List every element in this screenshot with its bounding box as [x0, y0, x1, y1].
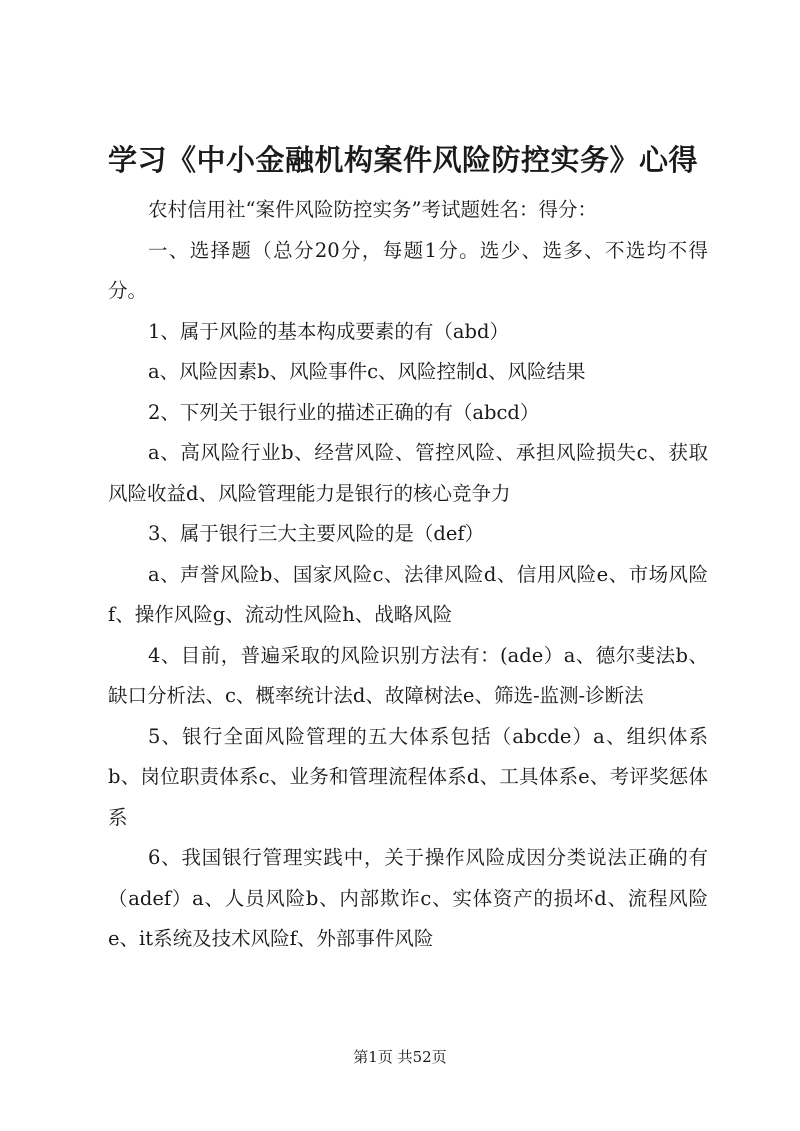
paragraph-question-6: 6、我国银行管理实践中，关于操作风险成因分类说法正确的有（adef）a、人员风险b、内部欺诈c、实体资产的损坏d、流程风险e、it系统及技术风险f、外部事件风险	[108, 846, 708, 950]
paragraph-question-4: 4、目前，普遍采取的风险识别方法有：(ade）a、德尔斐法b、缺口分析法、c、概率统计法d、故障树法e、筛选-监测-诊断法	[108, 643, 708, 707]
document-body	[108, 190, 708, 960]
paragraph-question-5: 5、银行全面风险管理的五大体系包括（abcde）a、组织体系b、岗位职责体系c、业务和管理流程体系d、工具体系e、考评奖惩体系	[108, 724, 708, 829]
paragraph-section-instructions: 一、选择题（总分20分，每题1分。选少、选多、不选均不得分。	[108, 238, 708, 302]
document-title: 学习《中小金融机构案件风险防控实务》心得	[108, 143, 699, 177]
paragraph-question-2-options: a、高风险行业b、经营风险、管控风险、承担风险损失c、获取风险收益d、风险管理能力是银行的核心竞争力	[108, 441, 708, 505]
paragraph-question-3: 3、属于银行三大主要风险的是（def）	[148, 522, 485, 545]
page-footer: 第1页 共52页	[353, 1048, 447, 1066]
paragraph-question-1: 1、属于风险的基本构成要素的有（abd）	[148, 319, 509, 343]
paragraph-question-3-options: a、声誉风险b、国家风险c、法律风险d、信用风险e、市场风险f、操作风险g、流动性风险h、战略风险	[108, 562, 708, 626]
paragraph-question-1-options: a、风险因素b、风险事件c、风险控制d、风险结果	[148, 360, 586, 383]
paragraph-question-2: 2、下列关于银行业的描述正确的有（abcd）	[148, 400, 540, 424]
paragraph-exam-header: 农村信用社“案件风险防控实务”考试题姓名：得分：	[148, 198, 597, 221]
